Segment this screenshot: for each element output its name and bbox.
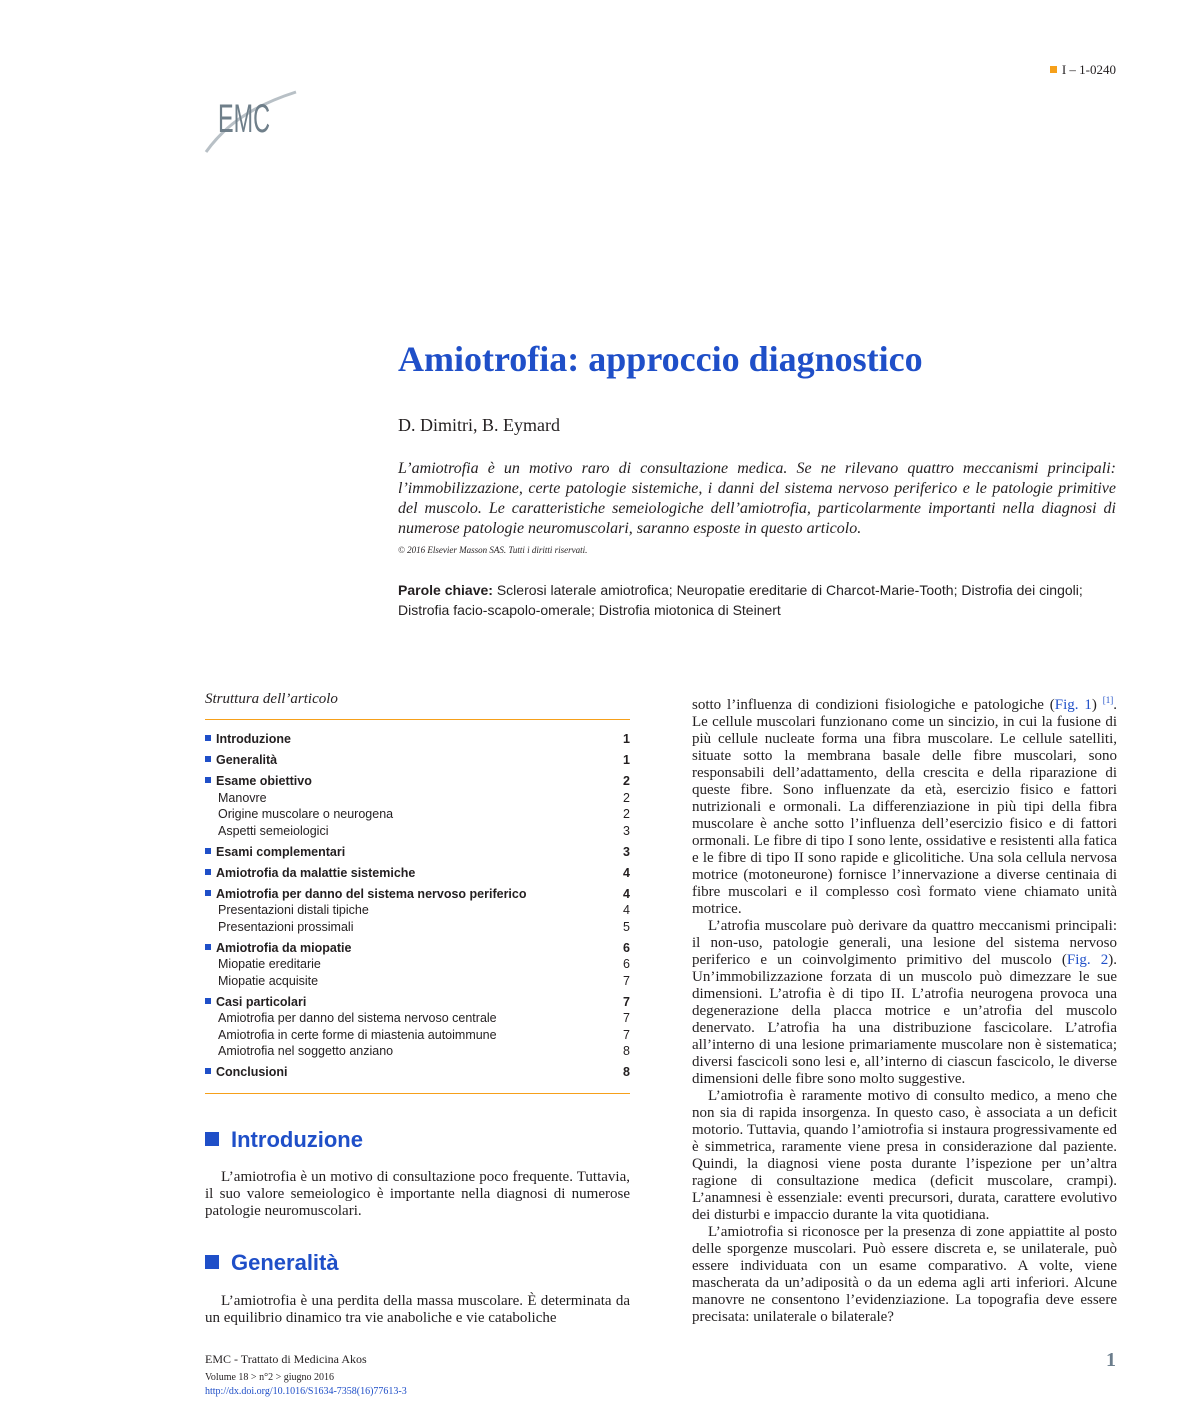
toc-divider [205, 719, 630, 720]
page-number: 1 [1106, 1349, 1116, 1371]
toc-page: 6 [623, 957, 630, 971]
toc-label: Amiotrofia da miopatie [216, 940, 352, 955]
bullet-square-icon [205, 735, 211, 741]
copyright: © 2016 Elsevier Masson SAS. Tutti i diritti riservati. [398, 545, 588, 555]
paragraph: sotto l’influenza di condizioni fisiologiche e patologiche (Fig. 1) [1]. Le cellule muscolari funzionano come un sincizio, in cui la fusione di più cellule nucleate forma una fibra muscolare. Le cellule satelliti, situate sotto la membrana basale delle fibre muscolari, sono responsabili dell’adattamento, della crescita e della riparazione di queste fibre. Sono influenzate da età, esercizio fisico e fattori nutrizionali e ormonali. La differenziazione in più tipi della fibra muscolare è anche sotto l’influenza dell’esercizio fisico e di fattori ormonali. Le fibre di tipo I sono lente, ossidative e resistenti alla fatica e le fibre di tipo II sono rapide e glicolitiche. Una sola cellula nervosa motrice (motoneurone) fornisce l’innervazione a diverse centinaia di fibre muscolari e il complesso così formato viene chiamato unità motrice. [692, 695, 1117, 917]
bullet-square-icon [205, 869, 211, 875]
bullet-square-icon [205, 944, 211, 950]
toc-entry[interactable] [205, 865, 630, 882]
toc-page: 3 [623, 823, 630, 838]
bullet-square-icon [205, 1068, 211, 1074]
toc-page: 1 [623, 732, 630, 746]
toc-subentry[interactable] [205, 1010, 630, 1027]
footer-volume: Volume 18 > n°2 > giugno 2016 [205, 1372, 334, 1383]
toc-entry[interactable] [205, 994, 630, 1011]
figure-link[interactable]: Fig. 1 [1054, 697, 1092, 713]
section-heading-introduzione: Introduzione [205, 1127, 363, 1153]
toc-page: 4 [623, 903, 630, 917]
toc-divider-bottom [205, 1093, 630, 1094]
authors: D. Dimitri, B. Eymard [398, 415, 560, 435]
bullet-square-icon [205, 777, 211, 783]
toc-subentry[interactable] [205, 823, 630, 840]
toc-page: 4 [623, 865, 630, 880]
toc-page: 2 [623, 790, 630, 805]
toc-label: Origine muscolare o neurogena [218, 807, 394, 821]
toc-subentry[interactable] [205, 956, 630, 973]
toc-page: 3 [623, 844, 630, 859]
generalita-paragraph: L’amiotrofia è una perdita della massa muscolare. È determinata da un equilibrio dinamico tra vie anaboliche e vie cataboliche [205, 1293, 630, 1326]
toc-label: Casi particolari [216, 994, 307, 1009]
toc-subentry[interactable] [205, 790, 630, 807]
toc-page: 4 [623, 886, 630, 901]
article-title: Amiotrofia: approccio diagnostico [398, 339, 923, 379]
toc-label: Amiotrofia per danno del sistema nervoso periferico [216, 886, 527, 901]
bullet-square-icon [205, 848, 211, 854]
footer-journal: EMC - Trattato di Medicina Akos [205, 1352, 367, 1366]
toc-page: 7 [623, 1011, 630, 1025]
toc-subentry[interactable] [205, 919, 630, 936]
right-column-text [692, 692, 1117, 1326]
toc-subentry[interactable] [205, 806, 630, 823]
logo-text: EMC [218, 97, 270, 141]
toc-entry[interactable] [205, 940, 630, 957]
toc-label: Aspetti semeiologici [218, 823, 329, 838]
toc-entry[interactable] [205, 1064, 630, 1081]
toc-label: Esame obiettivo [216, 774, 312, 788]
toc-page: 7 [623, 994, 630, 1009]
toc-label: Miopatie ereditarie [218, 957, 321, 971]
section-square-icon [205, 1132, 219, 1146]
toc-page: 7 [623, 973, 630, 988]
orange-square-icon [1050, 66, 1057, 73]
figure-link[interactable]: Fig. 2 [1066, 952, 1109, 968]
abstract: L’amiotrofia è un motivo raro di consultazione medica. Se ne rilevano quattro meccanismi principali: l’immobilizzazione, certe patologie sistemiche, i danni del sistema nervoso periferico e le patologie primitive del muscolo. Le caratteristiche semeiologiche dell’amiotrofia, particolarmente importanti nella diagnosi di numerose patologie neuromuscolari, saranno esposte in questo articolo. [398, 460, 1116, 537]
toc-label: Miopatie acquisite [218, 973, 319, 988]
keywords-text: Sclerosi laterale amiotrofica; Neuropatie ereditarie di Charcot-Marie-Tooth; Distrofia dei cingoli; Distrofia facio-scapolo-omerale; Distrofia miotonica di Steinert [398, 582, 1083, 618]
toc-page: 5 [623, 919, 630, 934]
toc-label: Generalità [216, 753, 278, 767]
toc-label: Amiotrofia da malattie sistemiche [216, 865, 416, 880]
intro-paragraph: L’amiotrofia è un motivo di consultazione poco frequente. Tuttavia, il suo valore semeiologico è importante nella diagnosi di numerose patologie neuromuscolari. [205, 1169, 630, 1219]
toc-label: Amiotrofia per danno del sistema nervoso centrale [218, 1011, 497, 1025]
bullet-square-icon [205, 890, 211, 896]
keywords [398, 580, 1118, 620]
keywords-label: Parole chiave: [398, 582, 493, 598]
toc-subentry[interactable] [205, 1027, 630, 1044]
toc-entry[interactable] [205, 752, 630, 769]
toc-title: Struttura dell’articolo [205, 691, 338, 707]
paragraph: L’amiotrofia è raramente motivo di consulto medico, a meno che non sia di rapida insorgenza. In questo caso, è associata a un deficit motorio. Tuttavia, quando l’amiotrofia si instaura progressivamente ed è simmetrica, raramente viene presa in considerazione dal paziente. Quindi, la diagnosi viene posta durante l’ispezione per un’altra ragione di consultazione medica (deficit muscolare, crampi). L’anamnesi è essenziale: eventi precursori, durata, carattere evolutivo dei disturbi e impaccio durante la vita quotidiana. [692, 1088, 1117, 1223]
toc-label: Presentazioni prossimali [218, 919, 354, 934]
toc-entry[interactable] [205, 886, 630, 903]
bullet-square-icon [205, 756, 211, 762]
toc-page: 2 [623, 807, 630, 821]
toc-page: 6 [623, 940, 630, 955]
toc-label: Amiotrofia in certe forme di miastenia autoimmune [218, 1027, 497, 1042]
bullet-square-icon [205, 998, 211, 1004]
toc-entry[interactable] [205, 773, 630, 790]
toc-page: 1 [623, 753, 630, 767]
paragraph: L’amiotrofia si riconosce per la presenza di zone appiattite al posto delle sporgenze muscolari. Può essere discreta e, se unilaterale, può essere individuata con un esame comparativo. A volte, viene mascherata da un’adiposità o da un edema agli arti inferiori. Alcune manovre ne consentono l’evidenziazione. La topografia deve essere precisata: unilaterale o bilaterale? [692, 1224, 1117, 1325]
toc-label: Presentazioni distali tipiche [218, 903, 369, 917]
reference-code: I – 1-0240 [1050, 62, 1116, 78]
table-of-contents [205, 731, 630, 1081]
toc-subentry[interactable] [205, 973, 630, 990]
toc-page: 8 [623, 1044, 630, 1058]
toc-page: 2 [623, 774, 630, 788]
toc-page: 8 [623, 1065, 630, 1079]
toc-subentry[interactable] [205, 1043, 630, 1060]
doi-link[interactable]: http://dx.doi.org/10.1016/S1634-7358(16)77613-3 [205, 1386, 407, 1397]
section-square-icon [205, 1255, 219, 1269]
toc-entry[interactable] [205, 844, 630, 861]
toc-label: Amiotrofia nel soggetto anziano [218, 1044, 394, 1058]
paragraph: L’atrofia muscolare può derivare da quattro meccanismi principali: il non-uso, patologie generali, una lesione del sistema nervoso periferico e un coinvolgimento primitivo del muscolo (Fig. 2). Un’immobilizzazione forzata di un muscolo può dimezzare le sue dimensioni. L’atrofia è di tipo II. L’atrofia neurogena provoca una degenerazione della placca motrice e un’atrofia del muscolo denervato. L’atrofia ha una distribuzione fascicolare. L’atrofia all’interno di una lesione primariamente muscolare non è sistematica; diversi fascicoli sono lesi e, all’interno di ciascun fascicolo, le diverse dimensioni delle fibre sono molto suggestive. [692, 918, 1117, 1087]
toc-label: Esami complementari [216, 844, 346, 859]
toc-subentry[interactable] [205, 902, 630, 919]
reference-link[interactable]: [1] [1102, 695, 1114, 705]
emc-logo [204, 72, 300, 154]
section-heading-generalita: Generalità [205, 1250, 339, 1276]
toc-page: 7 [623, 1027, 630, 1042]
toc-label: Conclusioni [216, 1065, 288, 1079]
toc-label: Introduzione [216, 732, 291, 746]
toc-entry[interactable] [205, 731, 630, 748]
toc-label: Manovre [218, 790, 267, 805]
